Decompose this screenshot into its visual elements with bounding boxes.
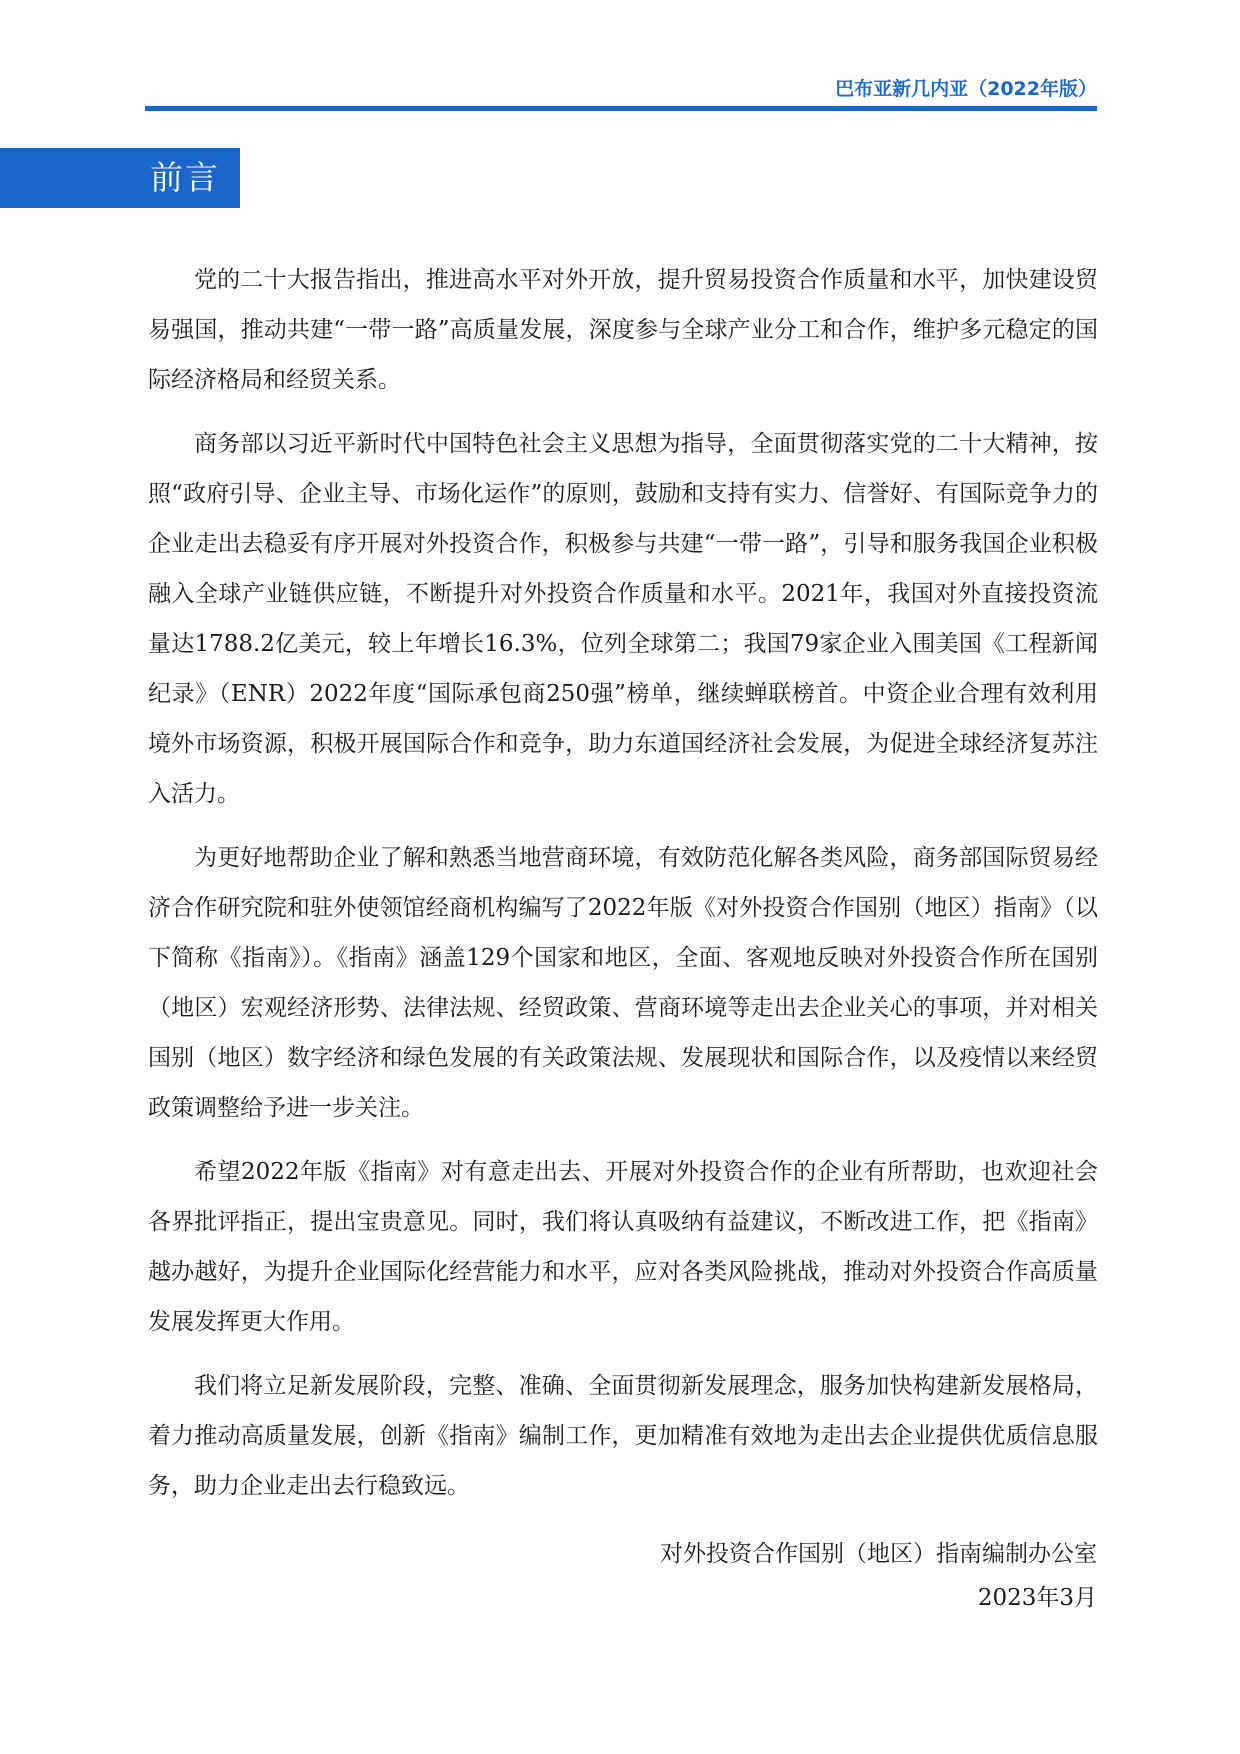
paragraph-4: 希望2022年版《指南》对有意走出去、开展对外投资合作的企业有所帮助，也欢迎社会各界批评指正，提出宝贵意见。同时，我们将认真吸纳有益建议，不断改进工作，把《指南》越办越好，为提升企业国际化经营能力和水平，应对各类风险挑战，推动对外投资合作高质量发展发挥更大作用。	[148, 1159, 1098, 1335]
paragraph-5: 我们将立足新发展阶段，完整、准确、全面贯彻新发展理念，服务加快构建新发展格局，着力推动高质量发展，创新《指南》编制工作，更加精准有效地为走出去企业提供优质信息服务，助力企业走出去行稳致远。	[148, 1373, 1098, 1499]
paragraph-2: 商务部以习近平新时代中国特色社会主义思想为指导，全面贯彻落实党的二十大精神，按照“政府引导、企业主导、市场化运作”的原则，鼓励和支持有实力、信誉好、有国际竞争力的企业走出去稳妥有序开展对外投资合作，积极参与共建“一带一路”，引导和服务我国企业积极融入全球产业链供应链，不断提升对外投资合作质量和水平。2021年，我国对外直接投资流量达1788.2亿美元，较上年增长16.3%，位列全球第二；我国79家企业入围美国《工程新闻纪录》（ENR）2022年度“国际承包商250强”榜单，继续蝉联榜首。中资企业合理有效利用境外市场资源，积极开展国际合作和竞争，助力东道国经济社会发展，为促进全球经济复苏注入活力。	[148, 431, 1098, 807]
signature-date: 2023年3月	[977, 1585, 1097, 1611]
section-title: 前言	[150, 158, 220, 197]
section-title-tab	[0, 148, 240, 208]
header-divider	[145, 106, 1097, 111]
preface-body	[148, 255, 1098, 1525]
signature-block	[560, 1532, 1097, 1620]
paragraph-3: 为更好地帮助企业了解和熟悉当地营商环境，有效防范化解各类风险，商务部国际贸易经济合作研究院和驻外使领馆经商机构编写了2022年版《对外投资合作国别（地区）指南》（以下简称《指南》）。《指南》涵盖129个国家和地区，全面、客观地反映对外投资合作所在国别（地区）宏观经济形势、法律法规、经贸政策、营商环境等走出去企业关心的事项，并对相关国别（地区）数字经济和绿色发展的有关政策法规、发展现状和国际合作，以及疫情以来经贸政策调整给予进一步关注。	[148, 845, 1098, 1121]
running-header-title: 巴布亚新几内亚（2022年版）	[835, 78, 1097, 100]
paragraph-1: 党的二十大报告指出，推进高水平对外开放，提升贸易投资合作质量和水平，加快建设贸易强国，推动共建“一带一路”高质量发展，深度参与全球产业分工和合作，维护多元稳定的国际经济格局和经贸关系。	[148, 267, 1098, 393]
signature-office: 对外投资合作国别（地区）指南编制办公室	[660, 1541, 1097, 1567]
